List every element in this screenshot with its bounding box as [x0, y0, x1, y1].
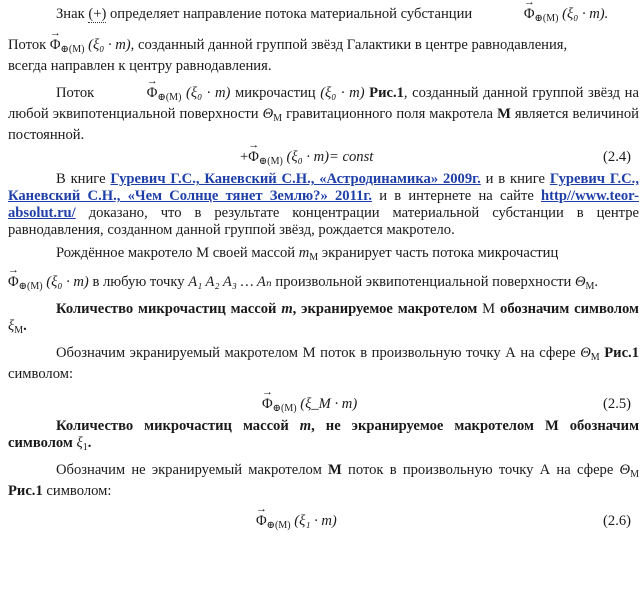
website-link[interactable]: http//www.teor-absolut.ru/: [8, 188, 639, 221]
equation-formula: [240, 144, 373, 175]
flux-symbol: → Φ: [99, 85, 158, 102]
text-constant-value: является величиной постоянной.: [8, 106, 639, 143]
flux-symbol: → Φ: [256, 508, 267, 535]
text-sphere: сфере: [576, 462, 614, 478]
text-denote-screened-flux: Обозначим экранируемый макротелом М поток в произвольную точку А на: [56, 345, 535, 361]
mass-symbol: m: [298, 245, 310, 261]
theta-symbol: Θ: [262, 106, 274, 122]
equation-body: (ξ_M · m): [300, 396, 358, 412]
paragraph-screening: [8, 245, 639, 266]
text-denote-symbol: обозначим символом: [8, 418, 640, 451]
theta-subscript: M: [585, 281, 595, 292]
text-by-symbol: символом:: [8, 366, 74, 382]
text-and-in-book: и в книге: [485, 171, 546, 187]
paragraph-flux-constant: [8, 85, 639, 144]
mass-symbol: m: [281, 301, 293, 317]
text-gravitational-field: гравитационного поля макротела: [286, 106, 494, 122]
text-arbitrary-equipotential: произвольной эквипотенциальной: [275, 274, 489, 290]
paragraph-screening-cont: [8, 274, 639, 295]
flux-symbol: → Φ: [248, 144, 259, 171]
macrobody-label: M: [497, 106, 511, 122]
paragraph-unscreened-flux: [8, 462, 639, 500]
macrobody-label: М: [328, 462, 342, 478]
text-period: .: [23, 318, 27, 334]
paragraph-unscreened-quantity: [8, 418, 639, 456]
mass-symbol: m: [299, 418, 312, 434]
flux-subscript: ⊕(M): [272, 403, 297, 414]
flux-symbol: → Φ: [8, 274, 19, 291]
flux-subscript: ⊕(M): [266, 520, 291, 531]
xi-symbol: ξ: [8, 318, 15, 334]
text-equipotential-surface: любой эквипотенциальной поверхности: [8, 106, 259, 122]
text-flux: Поток: [8, 37, 47, 53]
text-not-screened: , не экранируемое макротелом М: [311, 418, 559, 434]
text-born-macrobody: Рождённое макротело М своей массой: [56, 245, 296, 261]
flux-symbol: → Φ: [262, 391, 273, 418]
theta-symbol: Θ: [619, 462, 631, 478]
text-by-symbol: символом:: [46, 483, 112, 499]
paragraph-books: [8, 171, 639, 239]
text-quantity-microparticles: Количество микрочастиц массой: [56, 418, 289, 434]
figure-reference: Рис.1: [604, 345, 639, 361]
theta-symbol: Θ: [580, 345, 591, 361]
microparticle-argument: (ξ₀ · m): [320, 85, 365, 101]
flux-subscript: ⊕(M): [534, 13, 559, 24]
book-link-astrodynamics[interactable]: Гуревич Г.С., Каневский С.Н., «Астродинамика» 2009г.: [110, 171, 481, 187]
theta-subscript: M: [273, 113, 283, 124]
text-symbol: символом: [574, 301, 639, 317]
figure-reference: Рис.1: [8, 483, 43, 499]
flux-subscript: ⊕(M): [18, 281, 43, 292]
paragraph-flux-direction: [8, 37, 639, 75]
text-determines-direction: определяет направление потока материальной субстанции: [109, 6, 473, 22]
text-period: .: [87, 435, 92, 451]
text-on-internet: и в интернете на: [379, 188, 493, 204]
text-created-by-stars: , созданный данной группой звёзд Галактики в центре равнодавления,: [130, 37, 568, 53]
theta-subscript: M: [590, 352, 600, 363]
text-created-by-group: , созданный данной группой звёзд на: [403, 85, 639, 101]
text-denote-unscreened: Обозначим не экранируемый макротелом: [56, 462, 322, 478]
equation-formula: [262, 391, 357, 422]
text-sign: Знак: [56, 6, 85, 22]
equation-formula: [256, 508, 337, 539]
theta-symbol: Θ: [574, 274, 586, 290]
xi-subscript: M: [14, 325, 24, 336]
flux-argument: (ξ₀ · m): [185, 85, 231, 101]
equation-number: (2.4): [603, 149, 631, 165]
text-flux-to-point: поток в произвольную точку А на: [348, 462, 571, 478]
equation-2-5: [8, 391, 639, 418]
flux-symbol: → Φ: [50, 37, 61, 54]
plus-sign: +: [240, 149, 249, 165]
text-surface: поверхности: [492, 274, 572, 290]
text-period: .: [594, 274, 599, 290]
text-in-book: В книге: [56, 171, 106, 187]
paragraph-sign: [8, 6, 639, 27]
text-quantity-microparticles: Количество микрочастиц массой: [56, 301, 277, 317]
flux-argument: (ξ₀ · m): [46, 274, 89, 290]
figure-reference: Рис.1: [369, 85, 404, 101]
text-macrobody: макротело.: [386, 222, 455, 238]
macrobody-label: М: [482, 301, 496, 317]
text-sphere: сфере: [539, 345, 576, 361]
xi-subscript: 1: [82, 442, 88, 453]
text-any-point: в любую точку: [92, 274, 185, 290]
points-list: A₁ A₂ A₃ … Aₙ: [188, 274, 272, 290]
paragraph-screened-quantity: [8, 301, 639, 339]
text-substance-center: субстанции в центре равнодавления, созданном данной группой звёзд, рождается: [8, 205, 639, 238]
flux-subscript: ⊕(M): [157, 92, 182, 103]
equation-2-6: [8, 508, 639, 535]
mass-subscript: M: [309, 252, 319, 263]
plus-sign: (+): [88, 6, 107, 22]
flux-subscript: ⊕(M): [258, 156, 283, 167]
theta-subscript: M: [630, 469, 639, 480]
text-proved: доказано, что в результате концентрации материальной: [88, 205, 480, 221]
equation-number: (2.6): [603, 513, 631, 529]
xi-symbol: ξ: [76, 435, 83, 451]
flux-argument: (ξ₀ · m).: [562, 6, 609, 22]
equation-body: (ξ₀ · m)= const: [286, 149, 374, 165]
book-link-sun-pulls-earth[interactable]: Гуревич Г.С., Каневский С.Н., «Чем Солнце тянет Землю?» 2011г.: [8, 171, 639, 204]
text-screens-flux: экранирует часть потока микрочастиц: [321, 245, 559, 261]
text-site: сайте: [500, 188, 534, 204]
text-always-directed: всегда направлен к центру равнодавления.: [8, 58, 272, 74]
text-microparticles: микрочастиц: [234, 85, 316, 101]
equation-number: (2.5): [603, 396, 631, 412]
flux-subscript: ⊕(M): [60, 44, 85, 55]
text-flux: Поток: [56, 85, 95, 101]
flux-symbol: → Φ: [476, 6, 535, 23]
equation-2-4: [8, 144, 639, 171]
flux-argument: (ξ₀ · m): [88, 37, 131, 53]
paragraph-screened-flux: [8, 345, 639, 383]
text-denote: обозначим: [500, 301, 570, 317]
text-screened-by-macrobody: , экранируемое макротелом: [292, 301, 478, 317]
equation-body: (ξ₁ · m): [294, 513, 337, 529]
